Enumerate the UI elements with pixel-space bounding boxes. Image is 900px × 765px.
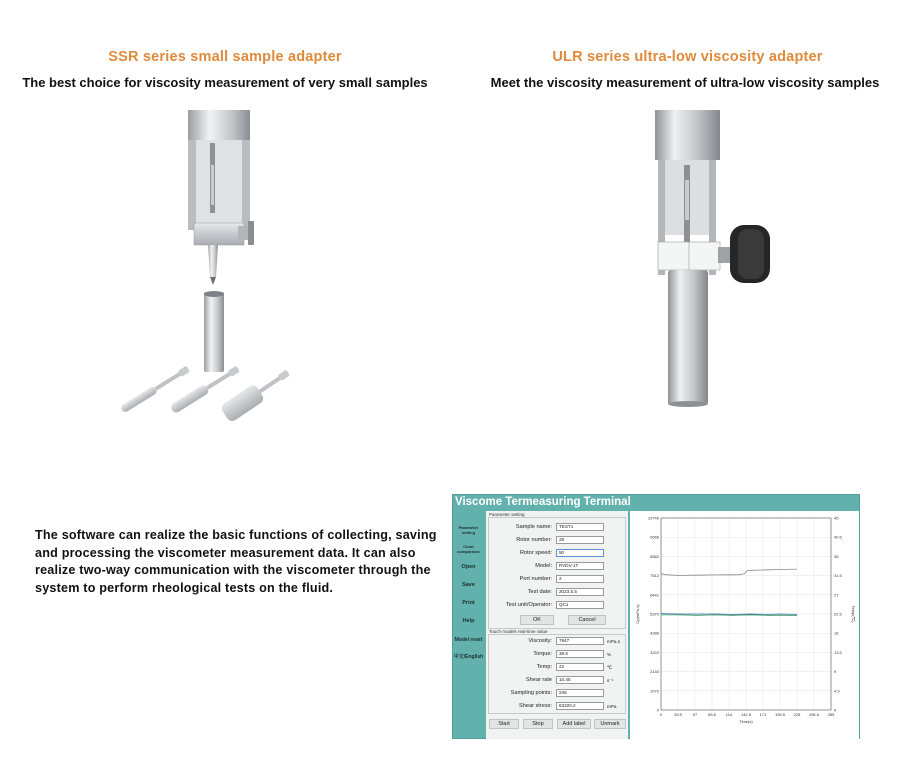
y-right-tick-label: 27 bbox=[834, 592, 839, 598]
y-right-tick-label: 45 bbox=[834, 515, 839, 521]
y-left-tick-label: 10740 bbox=[647, 515, 659, 521]
y-left-tick-label: 5370 bbox=[650, 611, 659, 617]
shear-rate-label: Shear rate bbox=[525, 677, 552, 683]
x-tick-label: 256.5 bbox=[808, 712, 820, 717]
ok-button[interactable]: OK bbox=[520, 615, 554, 625]
sidebar-model-reset[interactable]: Model reset bbox=[454, 637, 483, 643]
software-window bbox=[452, 494, 860, 739]
ssr-adapter-photo bbox=[110, 105, 310, 445]
sidebar-language[interactable]: 中文/English bbox=[453, 654, 484, 660]
left-product-subtitle: The best choice for viscosity measurement of very small samples bbox=[22, 75, 428, 90]
cancel-button[interactable]: Cancel bbox=[568, 615, 606, 625]
x-tick-label: 228 bbox=[793, 712, 801, 717]
add-label-button[interactable]: Add label bbox=[557, 719, 591, 729]
y-left-tick-label: 2140 bbox=[650, 669, 659, 675]
sample-name-label: Sample name: bbox=[515, 524, 552, 530]
shear-rate-value: 10.45 bbox=[556, 676, 604, 684]
rotor-speed-label: Rotor speed: bbox=[519, 550, 552, 556]
sampling-points-value: 236 bbox=[556, 689, 604, 697]
operator-field[interactable]: QC1 bbox=[556, 601, 604, 609]
shear-stress-unit: mPa bbox=[607, 704, 617, 709]
param-group-title: Parameter setting bbox=[489, 512, 525, 517]
viscosity-unit: mPa.s bbox=[607, 639, 621, 644]
x-tick-label: 57 bbox=[692, 712, 698, 717]
stop-button[interactable]: Stop bbox=[523, 719, 553, 729]
y-left-tick-label: 8582 bbox=[650, 553, 659, 559]
shear-stress-label: Shear stress: bbox=[519, 703, 552, 709]
x-tick-label: 142.5 bbox=[740, 712, 752, 717]
y-right-tick-label: 31.5 bbox=[834, 573, 842, 579]
sidebar-open[interactable]: Open bbox=[461, 564, 476, 570]
y-left-tick-label: 3222 bbox=[650, 649, 659, 655]
y-right-tick-label: 9 bbox=[834, 669, 837, 675]
model-label: Model: bbox=[535, 563, 552, 569]
sidebar-print[interactable]: Print bbox=[462, 600, 475, 606]
unmark-button[interactable]: Unmark bbox=[594, 719, 626, 729]
y-left-tick-label: 6441 bbox=[650, 592, 659, 598]
sampling-points-label: Sampling points: bbox=[510, 690, 552, 696]
model-field[interactable]: RVDV-1T bbox=[556, 562, 604, 570]
y-right-axis-label: Temp(℃) bbox=[851, 605, 856, 623]
sample-name-field[interactable]: TEST1 bbox=[556, 523, 604, 531]
y-left-tick-label: 9666 bbox=[650, 534, 659, 540]
viscosity-label: Viscosity: bbox=[528, 638, 552, 644]
y-right-tick-label: 13.5 bbox=[834, 649, 842, 655]
rotor-number-field[interactable]: 28 bbox=[556, 536, 604, 544]
right-product-title: ULR series ultra-low viscosity adapter bbox=[552, 49, 823, 65]
y-right-tick-label: 18 bbox=[834, 630, 839, 636]
rotor-number-label: Rotor number: bbox=[516, 537, 552, 543]
temp-unit: ℃ bbox=[607, 665, 613, 670]
port-number-label: Port number: bbox=[519, 576, 552, 582]
realtime-group-title: Touch models real-time value bbox=[489, 629, 548, 634]
ulr-adapter-photo bbox=[630, 105, 790, 415]
operator-label: Test unit/Operator: bbox=[505, 602, 552, 608]
shear-stress-value: 83320.2 bbox=[556, 702, 604, 710]
sidebar-help[interactable]: Help bbox=[462, 618, 475, 624]
sidebar bbox=[453, 511, 484, 739]
x-tick-label: 199.5 bbox=[774, 712, 786, 717]
y-left-tick-label: 0 bbox=[656, 707, 659, 713]
x-tick-label: 28.5 bbox=[674, 712, 682, 717]
sidebar-chart-comparison[interactable]: Chart comparison bbox=[457, 544, 480, 554]
torque-value: 39.6 bbox=[556, 650, 604, 658]
start-button[interactable]: Start bbox=[489, 719, 519, 729]
test-date-label: Test date: bbox=[527, 589, 552, 595]
realtime-chart bbox=[630, 511, 859, 739]
x-axis-label: Time(s) bbox=[739, 719, 753, 724]
test-date-field[interactable]: 2023.5.5 bbox=[556, 588, 604, 596]
port-number-field[interactable]: 2 bbox=[556, 575, 604, 583]
x-tick-label: 0 bbox=[659, 712, 663, 717]
chart-svg bbox=[630, 511, 859, 739]
parameter-panel bbox=[486, 511, 628, 739]
x-tick-label: 285 bbox=[827, 712, 835, 717]
y-right-tick-label: 36 bbox=[834, 553, 839, 559]
rotor-speed-field[interactable]: 50 bbox=[556, 549, 604, 557]
y-right-tick-label: 0 bbox=[834, 707, 837, 713]
x-tick-label: 85.5 bbox=[708, 712, 716, 717]
temp-value: 22 bbox=[556, 663, 604, 671]
shear-rate-unit: s⁻¹ bbox=[607, 678, 614, 683]
sidebar-parameter-setting[interactable]: Parameter setting bbox=[458, 525, 479, 535]
y-left-tick-label: 1070 bbox=[650, 688, 659, 694]
software-description: The software can realize the basic functions of collecting, saving and processing the viscometer measurement data. It can also realize two-way communication with the viscometer through the system to perform rheological tests on the fluid. bbox=[35, 528, 437, 595]
torque-unit: % bbox=[607, 652, 612, 657]
right-product-subtitle: Meet the viscosity measurement of ultra-low viscosity samples bbox=[490, 75, 880, 90]
y-right-tick-label: 40.5 bbox=[834, 534, 842, 540]
param-group-box bbox=[488, 517, 626, 629]
y-left-tick-label: 4286 bbox=[650, 630, 659, 636]
torque-label: Torque: bbox=[533, 651, 552, 657]
y-left-axis-label: Cp(mPa.s) bbox=[635, 604, 640, 624]
y-right-tick-label: 22.5 bbox=[834, 611, 842, 617]
window-title: Viscome Termeasuring Terminal bbox=[455, 496, 631, 508]
x-tick-label: 114 bbox=[725, 712, 733, 717]
viscosity-value: 7947 bbox=[556, 637, 604, 645]
left-product-title: SSR series small sample adapter bbox=[108, 49, 342, 65]
y-right-tick-label: 4.5 bbox=[834, 688, 840, 694]
y-left-tick-label: 7512 bbox=[650, 573, 659, 579]
temp-label: Temp: bbox=[536, 664, 552, 670]
x-tick-label: 171 bbox=[759, 712, 767, 717]
sidebar-save[interactable]: Save bbox=[462, 582, 475, 588]
